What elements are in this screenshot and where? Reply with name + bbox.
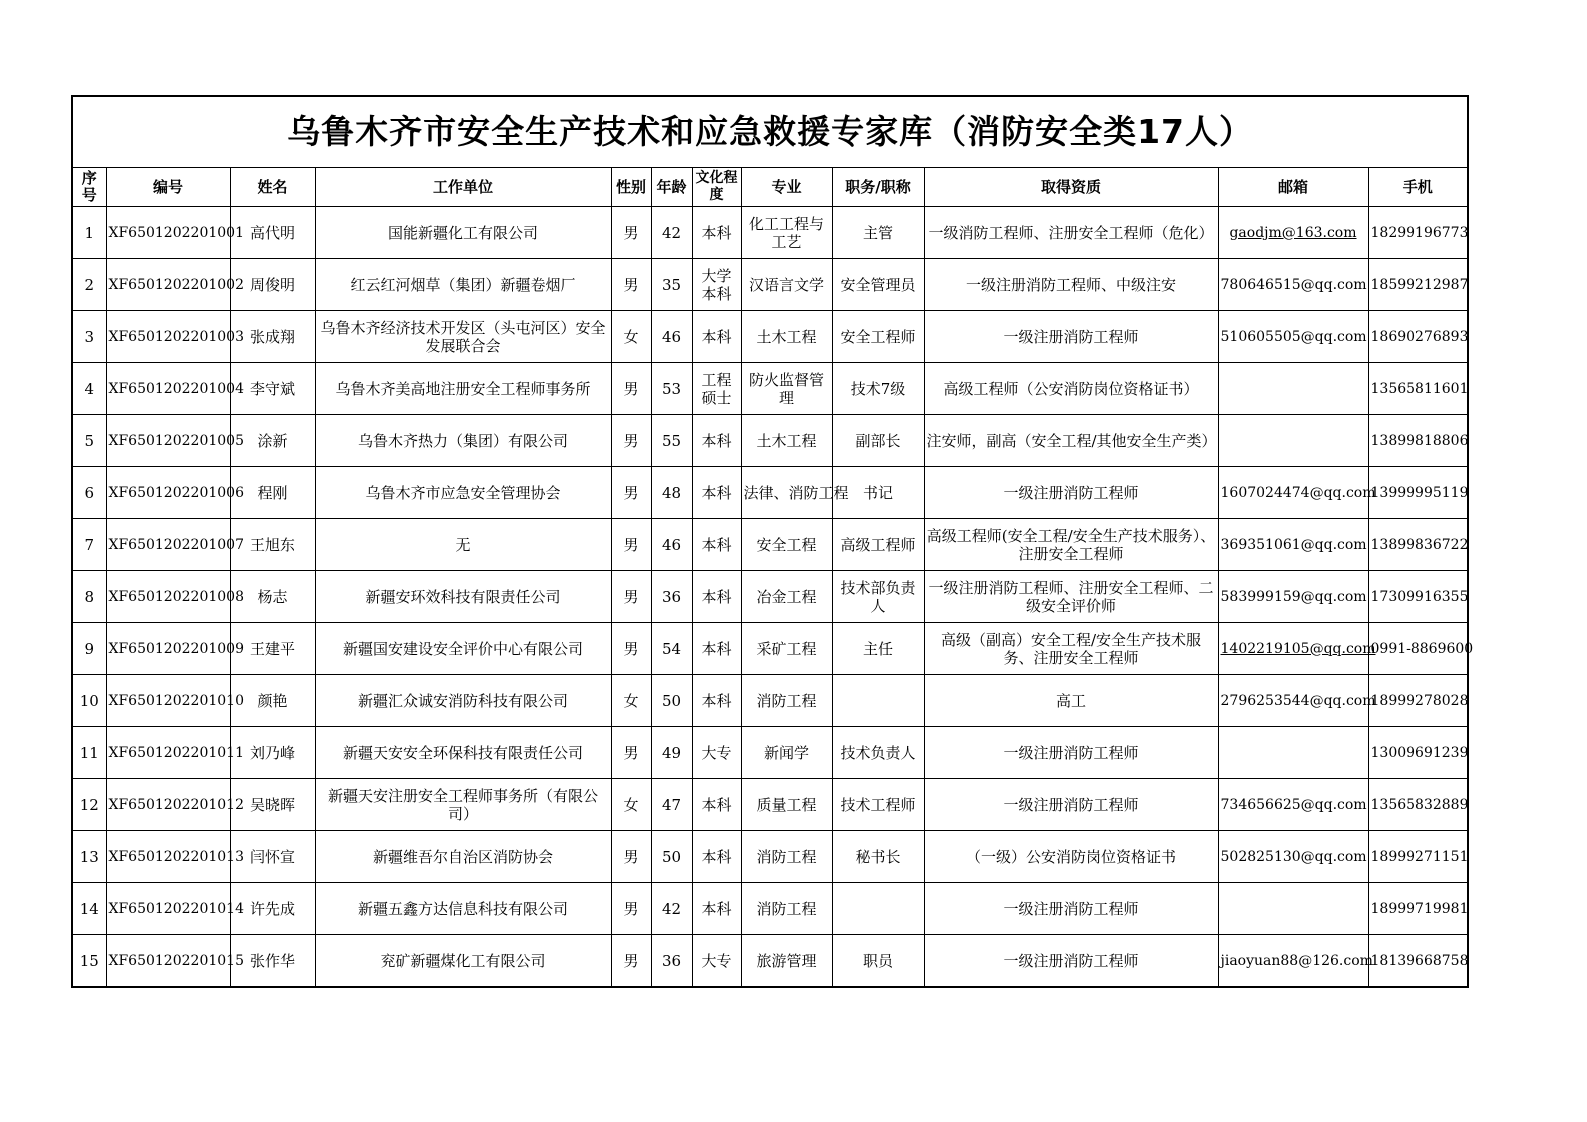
- cell-position: 技术部负责人: [832, 571, 924, 623]
- cell-unit: 新疆五鑫方达信息科技有限公司: [315, 883, 611, 935]
- header-major: 专业: [741, 168, 832, 207]
- cell-name: 程刚: [230, 467, 315, 519]
- cell-email: [1218, 831, 1368, 883]
- cell-position: [832, 675, 924, 727]
- cell-name: 杨志: [230, 571, 315, 623]
- cell-code: XF6501202201006: [106, 467, 230, 519]
- header-email: 邮箱: [1218, 168, 1368, 207]
- cell-edu: 大学本科: [692, 259, 741, 311]
- cell-email: [1218, 883, 1368, 935]
- cell-email: [1218, 571, 1368, 623]
- cell-email: [1218, 519, 1368, 571]
- cell-edu: 本科: [692, 571, 741, 623]
- cell-name: 王旭东: [230, 519, 315, 571]
- cell-name: 颜艳: [230, 675, 315, 727]
- cell-position: 副部长: [832, 415, 924, 467]
- cell-gender: 男: [611, 727, 651, 779]
- email-text: 734656625@qq.com: [1220, 796, 1367, 813]
- cell-unit: 新疆国安建设安全评价中心有限公司: [315, 623, 611, 675]
- cell-code: XF6501202201009: [106, 623, 230, 675]
- cell-age: 42: [651, 883, 692, 935]
- cell-edu: 本科: [692, 623, 741, 675]
- cell-qual: 一级注册消防工程师、中级注安: [924, 259, 1218, 311]
- cell-major: 消防工程: [741, 675, 832, 727]
- cell-name: 李守斌: [230, 363, 315, 415]
- cell-major: 化工工程与工艺: [741, 207, 832, 259]
- cell-gender: 男: [611, 883, 651, 935]
- cell-gender: 男: [611, 363, 651, 415]
- email-text[interactable]: gaodjm@163.com: [1229, 224, 1357, 241]
- expert-table: [71, 95, 1474, 988]
- cell-major: 冶金工程: [741, 571, 832, 623]
- cell-qual: 一级注册消防工程师: [924, 727, 1218, 779]
- cell-unit: 兖矿新疆煤化工有限公司: [315, 935, 611, 988]
- table-row: [72, 571, 1468, 623]
- cell-code: XF6501202201003: [106, 311, 230, 363]
- cell-qual: 一级注册消防工程师: [924, 779, 1218, 831]
- cell-seq: 2: [72, 259, 106, 311]
- cell-seq: 9: [72, 623, 106, 675]
- cell-email: [1218, 415, 1368, 467]
- table-row: [72, 519, 1468, 571]
- cell-phone: 17309916355: [1368, 571, 1468, 623]
- cell-age: 46: [651, 311, 692, 363]
- email-text: 502825130@qq.com: [1220, 848, 1367, 865]
- cell-age: 48: [651, 467, 692, 519]
- table-body: [72, 207, 1474, 988]
- cell-phone: 18139668758: [1368, 935, 1468, 988]
- cell-gender: 女: [611, 779, 651, 831]
- cell-unit: 乌鲁木齐热力（集团）有限公司: [315, 415, 611, 467]
- table-row: [72, 883, 1468, 935]
- cell-gender: 女: [611, 311, 651, 363]
- cell-seq: 4: [72, 363, 106, 415]
- cell-position: [832, 883, 924, 935]
- email-text: 1607024474@qq.com: [1220, 484, 1376, 501]
- cell-qual: 一级注册消防工程师: [924, 935, 1218, 988]
- cell-edu: 本科: [692, 519, 741, 571]
- email-text: 2796253544@qq.com: [1220, 692, 1376, 709]
- cell-phone: 13999995119: [1368, 467, 1468, 519]
- cell-seq: 6: [72, 467, 106, 519]
- cell-position: 技术7级: [832, 363, 924, 415]
- cell-code: XF6501202201005: [106, 415, 230, 467]
- cell-edu: 本科: [692, 311, 741, 363]
- cell-email: [1218, 623, 1376, 675]
- table-row: [72, 623, 1468, 675]
- cell-seq: 11: [72, 727, 106, 779]
- cell-name: 闫怀宣: [230, 831, 315, 883]
- table-row: [72, 259, 1468, 311]
- page-title: 乌鲁木齐市安全生产技术和应急救援专家库（消防安全类17人）: [72, 96, 1468, 168]
- cell-phone: 0991-8869600: [1368, 623, 1468, 675]
- cell-email: [1218, 259, 1368, 311]
- cell-edu: 本科: [692, 467, 741, 519]
- cell-gender: 男: [611, 571, 651, 623]
- cell-phone: 18690276893: [1368, 311, 1468, 363]
- cell-edu: 本科: [692, 415, 741, 467]
- email-text: jiaoyuan88@126.com: [1220, 952, 1373, 969]
- header-phone: 手机: [1368, 168, 1468, 207]
- cell-major: 安全工程: [741, 519, 832, 571]
- table-row: [72, 415, 1468, 467]
- cell-seq: 14: [72, 883, 106, 935]
- cell-unit: 红云红河烟草（集团）新疆卷烟厂: [315, 259, 611, 311]
- cell-age: 55: [651, 415, 692, 467]
- cell-gender: 男: [611, 415, 651, 467]
- cell-name: 涂新: [230, 415, 315, 467]
- cell-code: XF6501202201007: [106, 519, 230, 571]
- cell-seq: 13: [72, 831, 106, 883]
- cell-email: [1218, 779, 1368, 831]
- cell-name: 高代明: [230, 207, 315, 259]
- cell-qual: （一级）公安消防岗位资格证书: [924, 831, 1218, 883]
- cell-phone: 13009691239: [1368, 727, 1468, 779]
- table-row: [72, 467, 1468, 519]
- cell-edu: 大专: [692, 935, 741, 988]
- cell-code: XF6501202201001: [106, 207, 230, 259]
- table-row: [72, 727, 1468, 779]
- cell-name: 王建平: [230, 623, 315, 675]
- cell-position: 职员: [832, 935, 924, 988]
- cell-code: XF6501202201012: [106, 779, 230, 831]
- cell-qual: 一级注册消防工程师、注册安全工程师、二级安全评价师: [924, 571, 1218, 623]
- header-code: 编号: [106, 168, 230, 207]
- cell-phone: 13565811601: [1368, 363, 1468, 415]
- cell-position: 书记: [832, 467, 924, 519]
- cell-name: 吴晓晖: [230, 779, 315, 831]
- cell-unit: 新疆维吾尔自治区消防协会: [315, 831, 611, 883]
- cell-gender: 男: [611, 259, 651, 311]
- cell-edu: 工程硕士: [692, 363, 741, 415]
- cell-age: 36: [651, 571, 692, 623]
- cell-qual: 一级消防工程师、注册安全工程师（危化）: [924, 207, 1218, 259]
- cell-edu: 本科: [692, 779, 741, 831]
- email-text: 510605505@qq.com: [1220, 328, 1367, 345]
- cell-email: [1218, 935, 1373, 988]
- cell-qual: 一级注册消防工程师: [924, 883, 1218, 935]
- cell-email: [1218, 311, 1368, 363]
- table-row: [72, 363, 1468, 415]
- cell-code: XF6501202201011: [106, 727, 230, 779]
- header-unit: 工作单位: [315, 168, 611, 207]
- cell-unit: 新疆天安注册安全工程师事务所（有限公司）: [315, 779, 611, 831]
- cell-seq: 15: [72, 935, 106, 988]
- cell-gender: 男: [611, 623, 651, 675]
- cell-major: 法律、消防工程: [741, 467, 832, 519]
- header-position: 职务/职称: [832, 168, 924, 207]
- cell-qual: 高级（副高）安全工程/安全生产技术服务、注册安全工程师: [924, 623, 1218, 675]
- table-row: [72, 675, 1468, 727]
- cell-position: 主任: [832, 623, 924, 675]
- cell-edu: 大专: [692, 727, 741, 779]
- cell-code: XF6501202201002: [106, 259, 230, 311]
- cell-qual: 高级工程师(安全工程/安全生产技术服务）、注册安全工程师: [924, 519, 1218, 571]
- cell-gender: 男: [611, 519, 651, 571]
- header-qual: 取得资质: [924, 168, 1218, 207]
- cell-phone: 18599212987: [1368, 259, 1468, 311]
- header-row: [72, 168, 1468, 207]
- cell-phone: 18999271151: [1368, 831, 1468, 883]
- header-seq: 序号: [72, 168, 106, 207]
- cell-name: 许先成: [230, 883, 315, 935]
- header-gender: 性别: [611, 168, 651, 207]
- header-edu: 文化程度: [692, 168, 741, 207]
- cell-major: 质量工程: [741, 779, 832, 831]
- email-text: 780646515@qq.com: [1220, 276, 1367, 293]
- cell-edu: 本科: [692, 831, 741, 883]
- email-text: 369351061@qq.com: [1220, 536, 1367, 553]
- cell-seq: 7: [72, 519, 106, 571]
- cell-code: XF6501202201008: [106, 571, 230, 623]
- cell-seq: 5: [72, 415, 106, 467]
- cell-position: 秘书长: [832, 831, 924, 883]
- cell-unit: 无: [315, 519, 611, 571]
- table-row: [72, 207, 1468, 259]
- cell-phone: 13899818806: [1368, 415, 1468, 467]
- cell-qual: 一级注册消防工程师: [924, 467, 1218, 519]
- cell-unit: 新疆汇众诚安消防科技有限公司: [315, 675, 611, 727]
- email-text[interactable]: 1402219105@qq.com: [1220, 640, 1376, 657]
- table-row: [72, 779, 1468, 831]
- cell-major: 消防工程: [741, 831, 832, 883]
- cell-qual: 高级工程师（公安消防岗位资格证书）: [924, 363, 1218, 415]
- cell-age: 42: [651, 207, 692, 259]
- cell-unit: 新疆安环效科技有限责任公司: [315, 571, 611, 623]
- cell-name: 刘乃峰: [230, 727, 315, 779]
- cell-age: 47: [651, 779, 692, 831]
- cell-age: 53: [651, 363, 692, 415]
- cell-major: 采矿工程: [741, 623, 832, 675]
- cell-major: 消防工程: [741, 883, 832, 935]
- cell-major: 旅游管理: [741, 935, 832, 988]
- expert-roster-sheet: [71, 95, 1474, 988]
- cell-email: [1218, 467, 1376, 519]
- cell-seq: 1: [72, 207, 106, 259]
- cell-age: 35: [651, 259, 692, 311]
- cell-unit: 乌鲁木齐经济技术开发区（头屯河区）安全发展联合会: [315, 311, 611, 363]
- cell-code: XF6501202201015: [106, 935, 230, 988]
- cell-unit: 国能新疆化工有限公司: [315, 207, 611, 259]
- cell-qual: 一级注册消防工程师: [924, 311, 1218, 363]
- cell-edu: 本科: [692, 883, 741, 935]
- cell-position: 技术负责人: [832, 727, 924, 779]
- header-name: 姓名: [230, 168, 315, 207]
- cell-email: [1218, 675, 1376, 727]
- cell-major: 防火监督管理: [741, 363, 832, 415]
- cell-seq: 10: [72, 675, 106, 727]
- cell-position: 高级工程师: [832, 519, 924, 571]
- cell-name: 周俊明: [230, 259, 315, 311]
- cell-seq: 8: [72, 571, 106, 623]
- cell-code: XF6501202201014: [106, 883, 230, 935]
- cell-major: 汉语言文学: [741, 259, 832, 311]
- cell-position: 安全管理员: [832, 259, 924, 311]
- cell-code: XF6501202201013: [106, 831, 230, 883]
- cell-seq: 12: [72, 779, 106, 831]
- cell-email: [1218, 363, 1368, 415]
- table-row: [72, 831, 1468, 883]
- cell-major: 土木工程: [741, 311, 832, 363]
- table-row: [72, 311, 1468, 363]
- cell-major: 新闻学: [741, 727, 832, 779]
- cell-unit: 新疆天安安全环保科技有限责任公司: [315, 727, 611, 779]
- cell-qual: 注安师，副高（安全工程/其他安全生产类）: [924, 415, 1218, 467]
- cell-gender: 男: [611, 467, 651, 519]
- cell-age: 50: [651, 675, 692, 727]
- cell-age: 50: [651, 831, 692, 883]
- cell-edu: 本科: [692, 207, 741, 259]
- cell-email: [1218, 207, 1368, 259]
- table-row: [72, 935, 1468, 988]
- cell-code: XF6501202201010: [106, 675, 230, 727]
- cell-name: 张作华: [230, 935, 315, 988]
- cell-gender: 男: [611, 831, 651, 883]
- header-age: 年龄: [651, 168, 692, 207]
- cell-position: 主管: [832, 207, 924, 259]
- cell-phone: 13899836722: [1368, 519, 1468, 571]
- cell-phone: 13565832889: [1368, 779, 1468, 831]
- cell-phone: 18999278028: [1368, 675, 1468, 727]
- cell-gender: 男: [611, 935, 651, 988]
- cell-unit: 乌鲁木齐美高地注册安全工程师事务所: [315, 363, 611, 415]
- cell-position: 技术工程师: [832, 779, 924, 831]
- cell-age: 36: [651, 935, 692, 988]
- cell-age: 49: [651, 727, 692, 779]
- cell-phone: 18299196773: [1368, 207, 1468, 259]
- cell-unit: 乌鲁木齐市应急安全管理协会: [315, 467, 611, 519]
- cell-age: 46: [651, 519, 692, 571]
- cell-seq: 3: [72, 311, 106, 363]
- email-text: 583999159@qq.com: [1220, 588, 1367, 605]
- cell-age: 54: [651, 623, 692, 675]
- cell-phone: 18999719981: [1368, 883, 1468, 935]
- cell-major: 土木工程: [741, 415, 832, 467]
- cell-email: [1218, 727, 1368, 779]
- cell-gender: 男: [611, 207, 651, 259]
- cell-code: XF6501202201004: [106, 363, 230, 415]
- cell-position: 安全工程师: [832, 311, 924, 363]
- cell-name: 张成翔: [230, 311, 315, 363]
- cell-gender: 女: [611, 675, 651, 727]
- cell-qual: 高工: [924, 675, 1218, 727]
- cell-edu: 本科: [692, 675, 741, 727]
